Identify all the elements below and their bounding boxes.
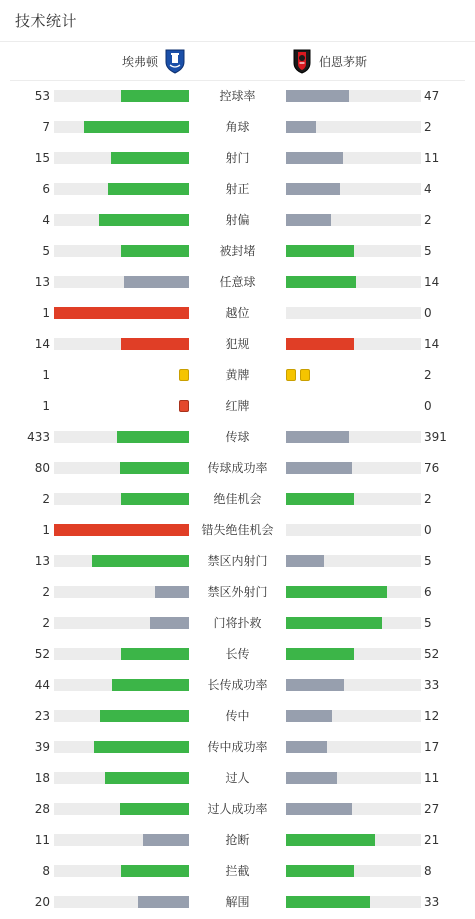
stat-row — [0, 732, 475, 763]
home-stat-bar-fill — [105, 772, 189, 784]
stat-row — [0, 546, 475, 577]
away-stat-value: 12 — [424, 709, 440, 723]
stat-label: 传中 — [225, 709, 250, 723]
home-stat-value: 18 — [34, 771, 50, 785]
away-stat-bar — [286, 772, 421, 784]
stat-label: 越位 — [225, 306, 250, 320]
home-stat-bar-fill — [155, 586, 189, 598]
stat-label: 任意球 — [219, 275, 256, 289]
team-row — [10, 42, 465, 81]
away-stat-bar — [286, 121, 421, 133]
away-stat-bar-fill — [286, 803, 352, 815]
away-stat-value: 21 — [424, 833, 440, 847]
stat-row — [0, 174, 475, 205]
home-stat-bar-fill — [111, 152, 189, 164]
stat-row — [0, 794, 475, 825]
away-stat-value: 0 — [424, 399, 432, 413]
away-stat-bar — [286, 617, 421, 629]
away-stat-bar — [286, 865, 421, 877]
stat-label: 传中成功率 — [207, 740, 268, 754]
home-stat-bar — [54, 462, 189, 474]
stat-row — [0, 484, 475, 515]
away-stat-value: 17 — [424, 740, 440, 754]
home-stat-bar-fill — [143, 834, 189, 846]
home-stat-bar-fill — [100, 710, 189, 722]
home-stat-value: 15 — [34, 151, 50, 165]
stats-header — [0, 0, 475, 42]
home-stat-value: 2 — [42, 492, 50, 506]
away-stat-bar — [286, 183, 421, 195]
away-stat-bar — [286, 462, 421, 474]
home-stat-bar — [54, 772, 189, 784]
stat-row — [0, 236, 475, 267]
home-stat-bar-fill — [54, 524, 189, 536]
away-stat-value: 5 — [424, 616, 432, 630]
away-stat-bar — [286, 586, 421, 598]
stat-label: 黄牌 — [225, 368, 250, 382]
bournemouth-crest-icon — [291, 48, 313, 74]
away-stat-bar-fill — [286, 121, 316, 133]
stat-label: 角球 — [225, 120, 250, 134]
stat-row — [0, 112, 475, 143]
away-stat-bar — [286, 431, 421, 443]
home-stat-bar-fill — [121, 648, 189, 660]
home-stat-value: 39 — [34, 740, 50, 754]
home-stat-bar — [54, 555, 189, 567]
home-stat-value: 52 — [34, 647, 50, 661]
away-stat-value: 52 — [424, 647, 440, 661]
away-stat-value: 2 — [424, 213, 432, 227]
home-stat-bar-fill — [138, 896, 189, 908]
home-stat-value: 20 — [34, 895, 50, 909]
home-stat-bar-fill — [92, 555, 189, 567]
home-stat-value: 13 — [34, 554, 50, 568]
stat-label: 控球率 — [219, 89, 256, 103]
away-stat-value: 2 — [424, 120, 432, 134]
home-stat-bar — [54, 679, 189, 691]
away-stat-bar — [286, 152, 421, 164]
home-stat-bar-fill — [121, 865, 189, 877]
away-stat-bar-fill — [286, 431, 349, 443]
page-title: 技术统计 — [15, 12, 78, 30]
away-stat-value: 33 — [424, 678, 440, 692]
stat-row — [0, 639, 475, 670]
away-stat-bar-fill — [286, 214, 331, 226]
home-stat-bar-fill — [120, 462, 189, 474]
away-stat-value: 8 — [424, 864, 432, 878]
away-stat-value: 11 — [424, 151, 440, 165]
away-cards — [286, 400, 421, 413]
home-stat-bar — [54, 338, 189, 350]
stat-row — [0, 701, 475, 732]
stat-label: 禁区外射门 — [207, 585, 268, 599]
home-stat-value: 23 — [34, 709, 50, 723]
home-team[interactable] — [122, 42, 186, 80]
home-stat-value: 6 — [42, 182, 50, 196]
home-stat-bar — [54, 741, 189, 753]
away-stat-value: 2 — [424, 492, 432, 506]
yellow-card-icon — [300, 369, 310, 381]
stat-label: 射正 — [225, 182, 250, 196]
home-stat-bar-fill — [120, 803, 189, 815]
home-stat-bar — [54, 834, 189, 846]
away-stat-bar-fill — [286, 772, 337, 784]
home-stat-bar — [54, 214, 189, 226]
away-stat-bar-fill — [286, 865, 354, 877]
home-team-name: 埃弗顿 — [121, 54, 158, 69]
away-stat-bar-fill — [286, 679, 344, 691]
home-stat-bar-fill — [121, 245, 189, 257]
home-stat-bar — [54, 245, 189, 257]
home-stat-value: 14 — [34, 337, 50, 351]
away-stat-bar — [286, 710, 421, 722]
red-card-icon — [179, 400, 189, 412]
stat-row — [0, 298, 475, 329]
away-stat-bar — [286, 338, 421, 350]
home-stat-bar-fill — [121, 90, 189, 102]
home-stat-bar — [54, 896, 189, 908]
home-stat-bar-fill — [150, 617, 189, 629]
home-stat-value: 433 — [27, 430, 50, 444]
home-stat-bar-fill — [121, 338, 189, 350]
stat-label: 绝佳机会 — [213, 492, 262, 506]
away-stat-value: 0 — [424, 523, 432, 537]
home-stat-value: 1 — [42, 523, 50, 537]
away-stat-bar-fill — [286, 741, 327, 753]
home-stat-bar — [54, 276, 189, 288]
stat-label: 射门 — [225, 151, 250, 165]
stat-row — [0, 360, 475, 391]
stat-row — [0, 205, 475, 236]
stat-label: 长传 — [225, 647, 250, 661]
away-stat-bar — [286, 245, 421, 257]
home-stat-value: 1 — [42, 306, 50, 320]
away-cards — [286, 369, 421, 382]
away-stat-bar-fill — [286, 648, 354, 660]
stat-label: 拦截 — [225, 864, 250, 878]
stat-label: 过人成功率 — [207, 802, 268, 816]
stat-row — [0, 577, 475, 608]
home-stat-bar — [54, 183, 189, 195]
away-stat-bar-fill — [286, 834, 375, 846]
away-stat-value: 5 — [424, 244, 432, 258]
home-stat-value: 7 — [42, 120, 50, 134]
home-stat-bar — [54, 617, 189, 629]
away-stat-bar-fill — [286, 338, 354, 350]
stat-label: 抢断 — [225, 833, 250, 847]
home-cards — [54, 369, 189, 382]
home-stat-value: 1 — [42, 368, 50, 382]
away-stat-value: 4 — [424, 182, 432, 196]
home-stat-value: 1 — [42, 399, 50, 413]
home-stat-value: 2 — [42, 616, 50, 630]
away-stat-bar — [286, 555, 421, 567]
away-stat-value: 14 — [424, 337, 440, 351]
home-stat-bar — [54, 90, 189, 102]
away-stat-bar-fill — [286, 152, 343, 164]
home-stat-bar-fill — [121, 493, 189, 505]
away-stat-value: 47 — [424, 89, 440, 103]
home-stat-bar-fill — [99, 214, 189, 226]
home-stat-bar — [54, 121, 189, 133]
away-stat-bar-fill — [286, 896, 370, 908]
home-stat-bar — [54, 152, 189, 164]
stats-list — [0, 81, 475, 918]
away-stat-value: 391 — [424, 430, 447, 444]
stat-row — [0, 763, 475, 794]
home-stat-bar — [54, 865, 189, 877]
stat-label: 传球成功率 — [207, 461, 268, 475]
stat-row — [0, 267, 475, 298]
away-stat-bar-fill — [286, 493, 354, 505]
away-stat-value: 5 — [424, 554, 432, 568]
away-stat-bar — [286, 214, 421, 226]
home-stat-bar-fill — [124, 276, 189, 288]
away-stat-bar-fill — [286, 710, 332, 722]
everton-crest-icon — [164, 48, 186, 74]
stat-label: 传球 — [225, 430, 250, 444]
away-stat-bar — [286, 648, 421, 660]
away-stat-bar-fill — [286, 586, 387, 598]
stat-label: 射偏 — [225, 213, 250, 227]
away-stat-value: 27 — [424, 802, 440, 816]
home-stat-bar — [54, 648, 189, 660]
home-stat-bar — [54, 307, 189, 319]
home-stat-value: 8 — [42, 864, 50, 878]
yellow-card-icon — [179, 369, 189, 381]
away-stat-bar — [286, 307, 421, 319]
stat-row — [0, 515, 475, 546]
away-stat-bar-fill — [286, 462, 352, 474]
away-stat-value: 0 — [424, 306, 432, 320]
stat-label: 犯规 — [225, 337, 250, 351]
home-stat-value: 11 — [34, 833, 50, 847]
stat-row — [0, 422, 475, 453]
stat-row — [0, 143, 475, 174]
home-stat-value: 28 — [34, 802, 50, 816]
stat-label: 错失绝佳机会 — [201, 523, 274, 537]
away-stat-bar — [286, 679, 421, 691]
stat-row — [0, 608, 475, 639]
home-stat-value: 80 — [34, 461, 50, 475]
away-team[interactable] — [291, 42, 367, 80]
away-stat-bar — [286, 276, 421, 288]
away-stat-bar — [286, 493, 421, 505]
home-stat-bar — [54, 803, 189, 815]
away-stat-bar — [286, 803, 421, 815]
home-stat-bar-fill — [108, 183, 189, 195]
stat-row — [0, 391, 475, 422]
stat-label: 被封堵 — [219, 244, 256, 258]
home-stat-bar-fill — [84, 121, 189, 133]
yellow-card-icon — [286, 369, 296, 381]
home-stat-value: 13 — [34, 275, 50, 289]
away-stat-bar-fill — [286, 183, 340, 195]
home-stat-value: 44 — [34, 678, 50, 692]
away-stat-bar — [286, 524, 421, 536]
away-stat-bar-fill — [286, 90, 349, 102]
away-stat-value: 2 — [424, 368, 432, 382]
home-stat-value: 4 — [42, 213, 50, 227]
away-stat-bar — [286, 834, 421, 846]
home-stat-bar-fill — [112, 679, 189, 691]
home-stat-bar-fill — [117, 431, 189, 443]
away-stat-bar-fill — [286, 555, 324, 567]
home-stat-bar-fill — [54, 307, 189, 319]
home-cards — [54, 400, 189, 413]
stat-row — [0, 856, 475, 887]
stat-row — [0, 329, 475, 360]
away-stat-value: 6 — [424, 585, 432, 599]
stat-row — [0, 670, 475, 701]
away-stat-bar — [286, 741, 421, 753]
home-stat-value: 2 — [42, 585, 50, 599]
stat-row — [0, 81, 475, 112]
home-stat-bar — [54, 710, 189, 722]
away-stat-value: 33 — [424, 895, 440, 909]
away-stat-bar-fill — [286, 617, 382, 629]
stat-row — [0, 453, 475, 484]
away-stat-value: 76 — [424, 461, 440, 475]
home-stat-bar — [54, 431, 189, 443]
home-stat-value: 5 — [42, 244, 50, 258]
home-stat-bar-fill — [94, 741, 189, 753]
stat-row — [0, 887, 475, 918]
stat-label: 红牌 — [225, 399, 250, 413]
away-stat-bar — [286, 896, 421, 908]
away-stat-bar — [286, 90, 421, 102]
away-stat-value: 11 — [424, 771, 440, 785]
away-stat-bar-fill — [286, 276, 356, 288]
stat-label: 过人 — [225, 771, 250, 785]
home-stat-value: 53 — [34, 89, 50, 103]
stat-row — [0, 825, 475, 856]
home-stat-bar — [54, 586, 189, 598]
home-stat-bar — [54, 493, 189, 505]
away-stat-bar-fill — [286, 245, 354, 257]
stat-label: 长传成功率 — [207, 678, 268, 692]
stat-label: 门将扑救 — [213, 616, 262, 630]
away-team-name: 伯恩茅斯 — [319, 54, 368, 69]
home-stat-bar — [54, 524, 189, 536]
stat-label: 禁区内射门 — [207, 554, 268, 568]
away-stat-value: 14 — [424, 275, 440, 289]
stat-label: 解围 — [225, 895, 250, 909]
